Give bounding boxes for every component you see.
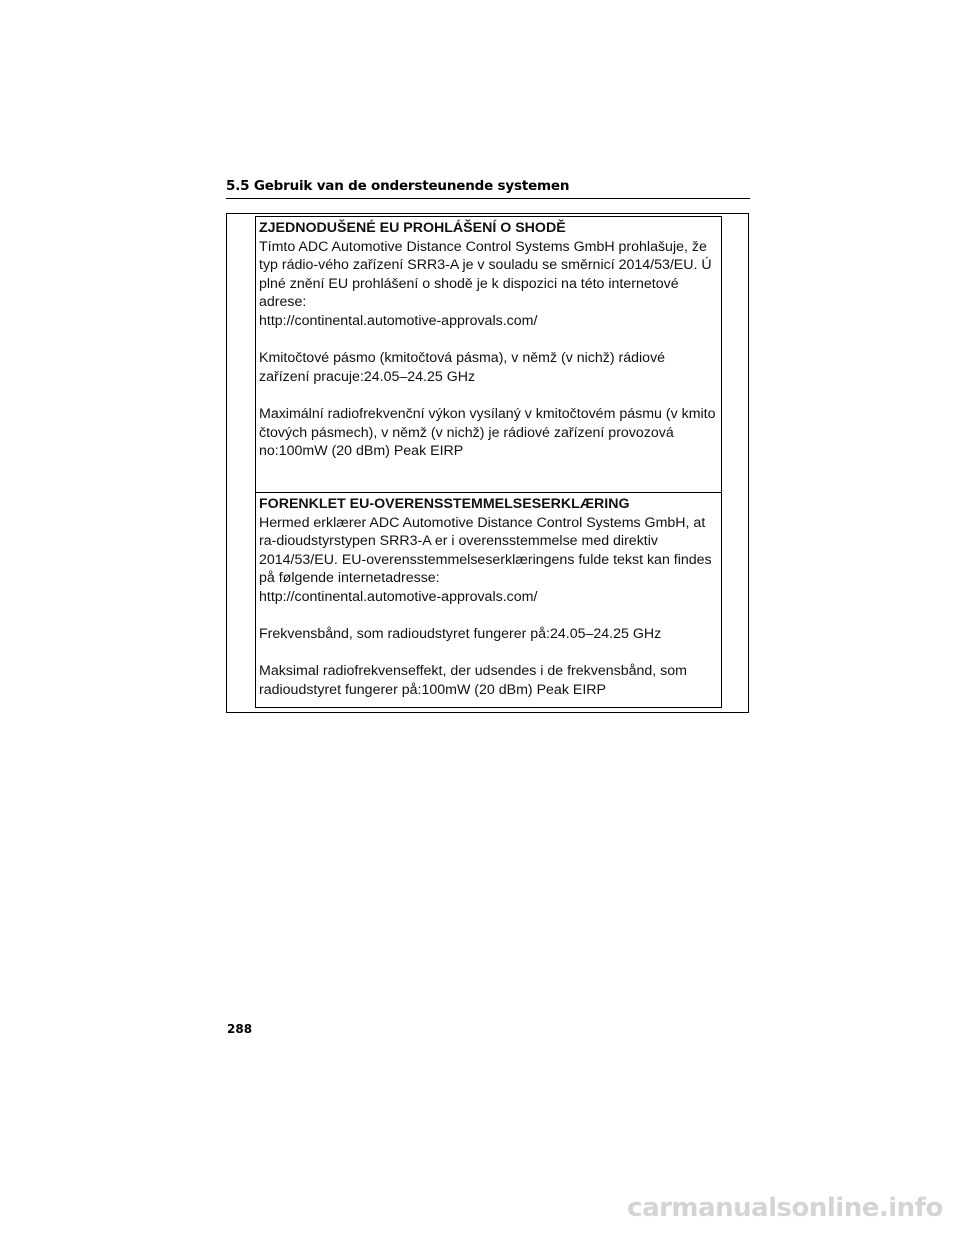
danish-declaration-intro: Hermed erklærer ADC Automotive Distance Control Systems GmbH, at ra-dioudstyrstypen SRR3-A er i overensstemmelse med direktiv 2014/53/EU. EU-overensstemmelseserklæringens fulde tekst kan findes på følgende internetadresse: — [259, 514, 712, 587]
header-rule — [226, 198, 750, 199]
danish-declaration-title: FORENKLET EU-OVERENSSTEMMELSESERKLÆRING — [259, 496, 630, 512]
page-number: 288 — [227, 1022, 253, 1036]
czech-max-power: Maximální radiofrekvenční výkon vysílaný v kmitočtovém pásmu (v kmito čtových pásmech), v němž (v nichž) je rádiové zařízení provozová no:100mW (20 dBm) Peak EIRP — [259, 405, 716, 460]
watermark-text: carmanualsonline.info — [627, 1193, 943, 1223]
czech-frequency-band: Kmitočtové pásmo (kmitočtová pásma), v němž (v nichž) rádiové zařízení pracuje:24.05–24.25 GHz — [259, 350, 666, 385]
czech-declaration-url: http://continental.automotive-approvals.com/ — [259, 312, 538, 329]
danish-frequency-band: Frekvensbånd, som radioudstyret fungerer på:24.05–24.25 GHz — [259, 626, 662, 643]
czech-declaration-box — [255, 216, 722, 493]
watermark — [610, 1178, 960, 1238]
danish-max-power: Maksimal radiofrekvenseffekt, der udsendes i de frekvensbånd, som radioudstyret fungerer på:100mW (20 dBm) Peak EIRP — [259, 663, 687, 698]
danish-declaration-url: http://continental.automotive-approvals.com/ — [259, 588, 538, 605]
czech-declaration-title: ZJEDNODUŠENÉ EU PROHLÁŠENÍ O SHODĚ — [259, 220, 566, 236]
section-title: 5.5 Gebruik van de ondersteunende systemen — [226, 178, 570, 194]
danish-declaration-box — [255, 492, 722, 708]
czech-declaration-intro: Tímto ADC Automotive Distance Control Systems GmbH prohlašuje, že typ rádio-vého zařízení SRR3-A je v souladu se směrnicí 2014/53/EU. Ú plné znění EU prohlášení o shodě je k dispozici na této internetové adrese: — [259, 238, 712, 311]
